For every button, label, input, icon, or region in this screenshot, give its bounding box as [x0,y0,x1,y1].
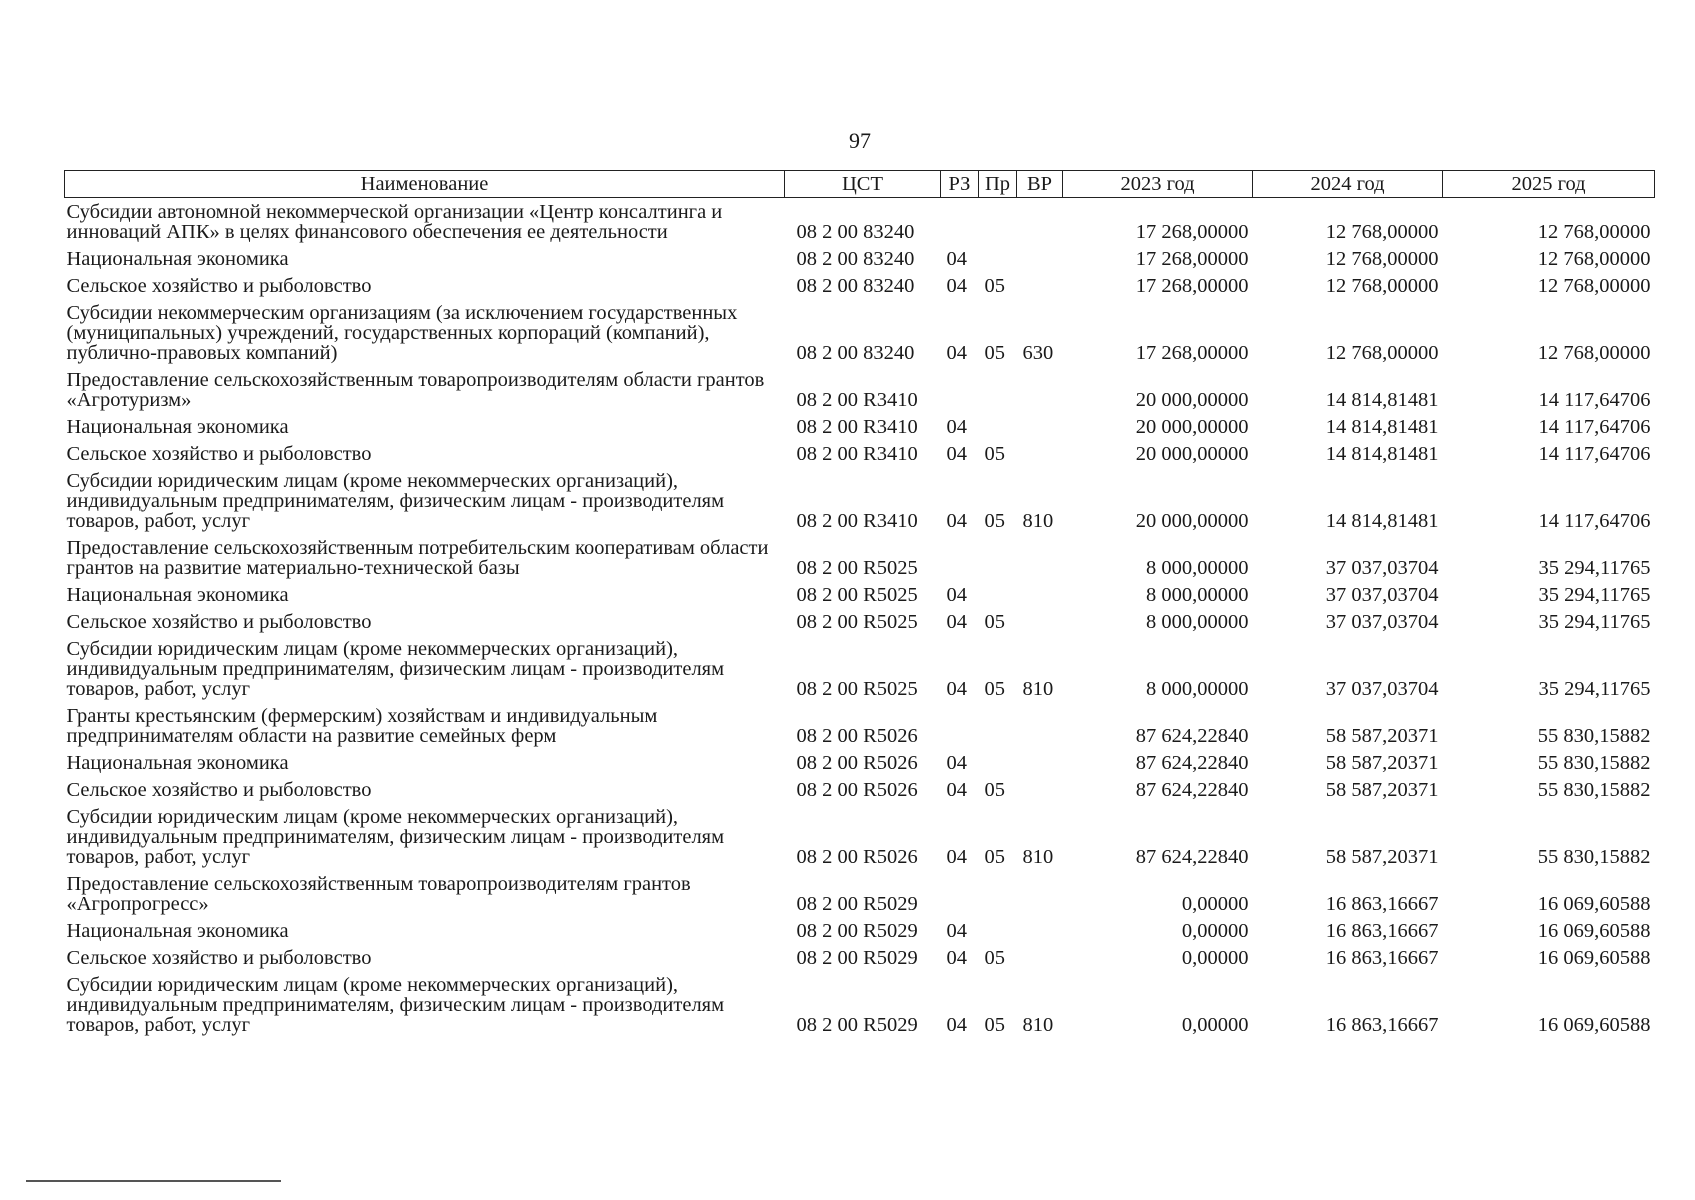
row-vr [1017,702,1063,749]
row-2025: 55 830,15882 [1537,846,1651,868]
row-cst: 08 2 00 R3410 [796,510,918,532]
row-2025: 55 830,15882 [1537,779,1651,801]
table-header-row [65,171,1655,198]
row-rz [941,366,979,413]
header-name: Наименование [65,171,785,198]
row-vr [1017,272,1063,299]
row-2023: 17 268,00000 [1135,342,1249,364]
row-rz: 04 [946,920,967,942]
row-cst: 08 2 00 R5029 [796,920,918,942]
row-2023: 17 268,00000 [1135,248,1249,270]
row-cst: 08 2 00 83240 [796,342,915,364]
table-row [65,776,1655,803]
header-2024: 2024 год [1253,171,1443,198]
page-number: 97 [849,128,871,153]
row-2023: 87 624,22840 [1135,725,1249,747]
row-2024: 12 768,00000 [1325,221,1439,243]
row-2024: 16 863,16667 [1325,893,1439,915]
row-name: Сельское хозяйство и рыболовство [66,443,372,465]
row-2024: 14 814,81481 [1325,443,1439,465]
row-rz: 04 [946,584,967,606]
row-name: Сельское хозяйство и рыболовство [66,779,372,801]
row-vr [1017,917,1063,944]
row-name: Субсидии некоммерческим организациям (за исключением государственных (муниципальных) учреждений, государственных корпораций (компаний), публично-правовых компаний) [66,302,738,364]
row-2025: 55 830,15882 [1537,752,1651,774]
row-2023: 8 000,00000 [1146,584,1249,606]
row-pr [979,702,1017,749]
row-vr: 630 [1022,342,1054,364]
row-cst: 08 2 00 R5026 [796,752,918,774]
row-rz: 04 [946,510,967,532]
row-vr [1017,944,1063,971]
row-rz: 04 [946,947,967,969]
budget-table [64,170,1655,1038]
row-cst: 08 2 00 R5025 [796,611,918,633]
row-rz: 04 [946,752,967,774]
row-2024: 37 037,03704 [1325,557,1439,579]
row-pr [979,413,1017,440]
row-pr: 05 [984,947,1005,969]
row-rz: 04 [946,416,967,438]
table-row [65,467,1655,534]
row-2024: 12 768,00000 [1325,275,1439,297]
row-name: Сельское хозяйство и рыболовство [66,611,372,633]
row-pr [979,366,1017,413]
row-cst: 08 2 00 R5026 [796,725,918,747]
row-name: Субсидии юридическим лицам (кроме некоммерческих организаций), индивидуальным предпринимателям, физическим лицам - производителям товаров, работ, услуг [66,470,725,532]
row-rz [941,198,979,246]
row-2023: 20 000,00000 [1135,443,1249,465]
row-rz [941,534,979,581]
row-rz: 04 [946,443,967,465]
row-2024: 16 863,16667 [1325,947,1439,969]
row-rz: 04 [946,779,967,801]
row-cst: 08 2 00 R5025 [796,557,918,579]
row-2024: 14 814,81481 [1325,389,1439,411]
row-name: Предоставление сельскохозяйственным товаропроизводителям грантов «Агропрогресс» [66,873,691,915]
table-row [65,870,1655,917]
row-vr [1017,608,1063,635]
row-2023: 8 000,00000 [1146,611,1249,633]
row-pr: 05 [984,678,1005,700]
row-pr [979,581,1017,608]
row-vr [1017,366,1063,413]
row-vr [1017,245,1063,272]
row-name: Национальная экономика [66,920,289,942]
row-2024: 16 863,16667 [1325,1014,1439,1036]
header-rz: РЗ [941,171,979,198]
row-cst: 08 2 00 R3410 [796,389,918,411]
row-2025: 16 069,60588 [1537,1014,1651,1036]
row-2023: 87 624,22840 [1135,779,1249,801]
row-vr [1017,776,1063,803]
row-name: Национальная экономика [66,416,289,438]
row-2025: 14 117,64706 [1538,389,1651,411]
row-2024: 37 037,03704 [1325,611,1439,633]
row-2025: 16 069,60588 [1537,947,1651,969]
row-rz: 04 [946,1014,967,1036]
table-row [65,971,1655,1038]
row-rz: 04 [946,846,967,868]
table-row [65,608,1655,635]
header-cst: ЦСТ [785,171,941,198]
row-vr [1017,198,1063,246]
row-2025: 35 294,11765 [1538,611,1651,633]
row-2025: 35 294,11765 [1538,557,1651,579]
row-2025: 12 768,00000 [1537,342,1651,364]
table-row [65,749,1655,776]
row-name: Субсидии автономной некоммерческой организации «Центр консалтинга и инноваций АПК» в целях финансового обеспечения ее деятельности [66,201,723,243]
row-vr: 810 [1022,1014,1054,1036]
header-2025: 2025 год [1443,171,1655,198]
row-pr: 05 [984,510,1005,532]
row-name: Субсидии юридическим лицам (кроме некоммерческих организаций), индивидуальным предпринимателям, физическим лицам - производителям товаров, работ, услуг [66,638,725,700]
row-vr [1017,534,1063,581]
row-pr: 05 [984,611,1005,633]
row-name: Предоставление сельскохозяйственным товаропроизводителям области грантов «Агротуризм» [66,369,765,411]
row-vr: 810 [1022,678,1054,700]
row-cst: 08 2 00 R5026 [796,779,918,801]
row-pr [979,198,1017,246]
row-pr [979,749,1017,776]
row-name: Сельское хозяйство и рыболовство [66,947,372,969]
table-row [65,635,1655,702]
row-cst: 08 2 00 R5029 [796,1014,918,1036]
table-row [65,272,1655,299]
row-cst: 08 2 00 R3410 [796,443,918,465]
row-2023: 0,00000 [1181,893,1249,915]
row-2023: 20 000,00000 [1135,510,1249,532]
table-row [65,299,1655,366]
row-2025: 12 768,00000 [1537,221,1651,243]
row-2023: 20 000,00000 [1135,389,1249,411]
row-pr [979,245,1017,272]
row-2023: 87 624,22840 [1135,752,1249,774]
row-pr: 05 [984,342,1005,364]
row-name: Национальная экономика [66,584,289,606]
row-2024: 37 037,03704 [1325,584,1439,606]
row-2025: 14 117,64706 [1538,510,1651,532]
header-2023: 2023 год [1063,171,1253,198]
row-pr: 05 [984,1014,1005,1036]
table-row [65,245,1655,272]
row-cst: 08 2 00 83240 [796,248,915,270]
row-vr [1017,870,1063,917]
row-2024: 14 814,81481 [1325,416,1439,438]
table-row [65,944,1655,971]
row-pr [979,534,1017,581]
row-name: Субсидии юридическим лицам (кроме некоммерческих организаций), индивидуальным предпринимателям, физическим лицам - производителям товаров, работ, услуг [66,806,725,868]
row-vr [1017,440,1063,467]
row-cst: 08 2 00 R5029 [796,893,918,915]
row-rz: 04 [946,275,967,297]
table-body [65,198,1655,1039]
header-vr: ВР [1017,171,1063,198]
footer-divider [26,1180,281,1182]
row-2025: 14 117,64706 [1538,416,1651,438]
row-pr: 05 [984,275,1005,297]
row-vr [1017,581,1063,608]
row-vr: 810 [1022,846,1054,868]
row-rz: 04 [946,678,967,700]
row-2025: 35 294,11765 [1538,584,1651,606]
row-vr [1017,749,1063,776]
row-rz: 04 [946,342,967,364]
row-name: Субсидии юридическим лицам (кроме некоммерческих организаций), индивидуальным предпринимателям, физическим лицам - производителям товаров, работ, услуг [66,974,725,1036]
table-row [65,803,1655,870]
row-2025: 16 069,60588 [1537,920,1651,942]
row-cst: 08 2 00 R5025 [796,678,918,700]
row-rz [941,870,979,917]
table-row [65,581,1655,608]
row-vr: 810 [1022,510,1054,532]
row-2025: 55 830,15882 [1537,725,1651,747]
row-2024: 12 768,00000 [1325,342,1439,364]
row-cst: 08 2 00 83240 [796,275,915,297]
table-row [65,366,1655,413]
row-cst: 08 2 00 R5029 [796,947,918,969]
row-2025: 12 768,00000 [1537,275,1651,297]
row-name: Национальная экономика [66,248,289,270]
row-2024: 58 587,20371 [1325,752,1439,774]
row-2023: 0,00000 [1181,947,1249,969]
row-pr [979,917,1017,944]
row-2023: 8 000,00000 [1146,678,1249,700]
row-2025: 35 294,11765 [1538,678,1651,700]
row-2023: 20 000,00000 [1135,416,1249,438]
row-2024: 58 587,20371 [1325,846,1439,868]
row-2025: 12 768,00000 [1537,248,1651,270]
row-2024: 58 587,20371 [1325,725,1439,747]
row-name: Национальная экономика [66,752,289,774]
row-name: Гранты крестьянским (фермерским) хозяйствам и индивидуальным предпринимателям области на развитие семейных ферм [66,705,658,747]
row-2024: 58 587,20371 [1325,779,1439,801]
row-pr: 05 [984,443,1005,465]
row-2023: 8 000,00000 [1146,557,1249,579]
row-2024: 16 863,16667 [1325,920,1439,942]
row-rz: 04 [946,611,967,633]
row-name: Предоставление сельскохозяйственным потребительским кооперативам области грантов на развитие материально-технической базы [66,537,769,579]
table-row [65,917,1655,944]
row-rz [941,702,979,749]
row-2024: 14 814,81481 [1325,510,1439,532]
row-2023: 0,00000 [1181,920,1249,942]
row-pr: 05 [984,779,1005,801]
row-2024: 37 037,03704 [1325,678,1439,700]
row-2023: 17 268,00000 [1135,221,1249,243]
row-rz: 04 [946,248,967,270]
row-cst: 08 2 00 R5026 [796,846,918,868]
row-name: Сельское хозяйство и рыболовство [66,275,372,297]
row-2025: 14 117,64706 [1538,443,1651,465]
row-2023: 0,00000 [1181,1014,1249,1036]
row-2024: 12 768,00000 [1325,248,1439,270]
table-row [65,702,1655,749]
table-row [65,440,1655,467]
row-2025: 16 069,60588 [1537,893,1651,915]
row-pr [979,870,1017,917]
row-2023: 17 268,00000 [1135,275,1249,297]
header-pr: Пр [979,171,1017,198]
table-row [65,534,1655,581]
row-pr: 05 [984,846,1005,868]
row-cst: 08 2 00 R3410 [796,416,918,438]
row-cst: 08 2 00 83240 [796,221,915,243]
table-row [65,198,1655,246]
row-cst: 08 2 00 R5025 [796,584,918,606]
row-vr [1017,413,1063,440]
table-row [65,413,1655,440]
row-2023: 87 624,22840 [1135,846,1249,868]
